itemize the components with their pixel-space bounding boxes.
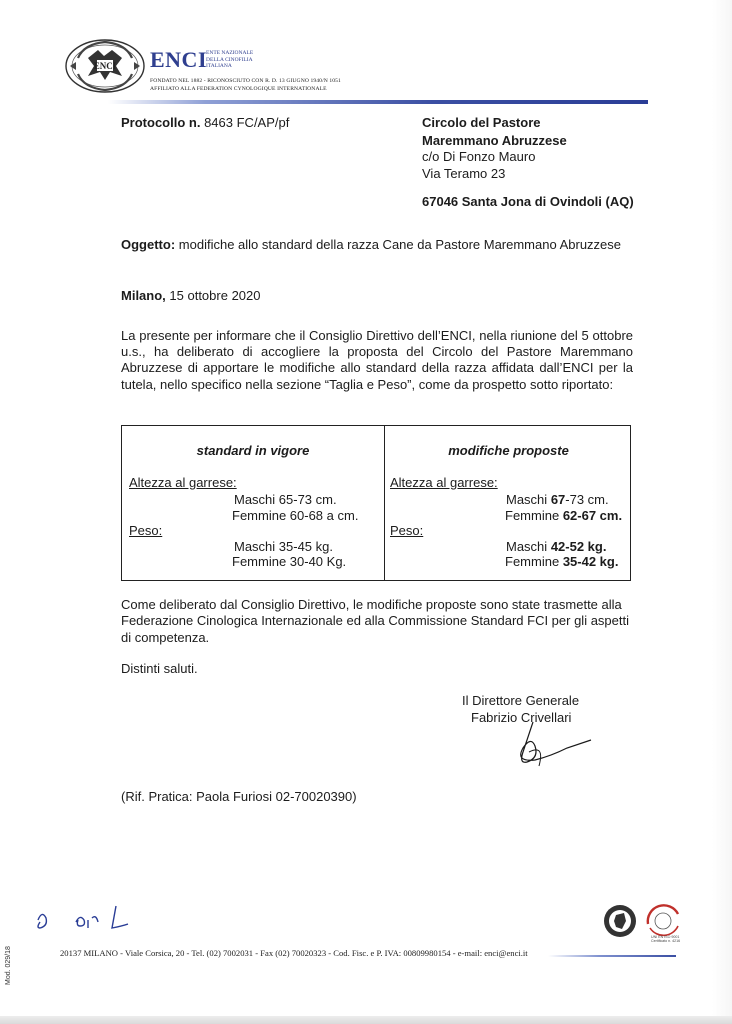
weight-label: Peso: — [129, 523, 163, 538]
column-heading: standard in vigore — [196, 443, 310, 458]
subject-label: Oggetto: — [121, 237, 176, 252]
females-weight-prefix: Femmine — [505, 554, 560, 569]
enci-seal-logo — [64, 36, 146, 96]
males-height-rest: -73 cm. — [565, 492, 609, 507]
recipient-line: Via Teramo 23 — [422, 166, 506, 181]
females-height — [505, 508, 622, 523]
males-weight — [506, 539, 606, 554]
males-weight: Maschi 35-45 kg. — [234, 539, 333, 554]
handwritten-initials — [32, 900, 132, 936]
svg-text:ENCI: ENCI — [93, 61, 117, 71]
males-weight-new: 42-52 kg. — [550, 539, 607, 554]
certification-text — [651, 935, 680, 944]
accredia-badge-icon — [602, 903, 638, 939]
males-weight-prefix: Maschi — [506, 539, 548, 554]
females-prefix: Femmine — [505, 508, 560, 523]
females-weight-new: 35-42 kg. — [562, 554, 619, 569]
females-height: Femmine 60-68 a cm. — [232, 508, 359, 523]
page-bottom-shadow — [0, 1016, 732, 1024]
recipient-city: 67046 Santa Jona di Ovindoli (AQ) — [422, 194, 634, 209]
letter-date — [121, 288, 260, 303]
height-label: Altezza al garrese: — [390, 475, 498, 490]
protocol-label: Protocollo n. — [121, 115, 201, 130]
proposed-changes-column — [386, 426, 631, 580]
brand-name: ENCI — [150, 47, 208, 72]
recipient-line: Circolo del Pastore — [422, 115, 541, 130]
affiliation-line: AFFILIATO ALLA FEDERATION CYNOLOGIQUE INTERNATIONALE — [150, 86, 327, 92]
males-height: Maschi 65-73 cm. — [234, 492, 337, 507]
males-height — [506, 492, 609, 507]
brand-subtitle-line: DELLA CINOFILIA — [206, 56, 253, 63]
females-height-new: 62-67 cm. — [562, 508, 623, 523]
height-label: Altezza al garrese: — [129, 475, 237, 490]
protocol-value: 8463 FC/AP/pf — [204, 115, 290, 130]
column-heading: modifiche proposte — [448, 443, 569, 458]
date-text: 15 ottobre 2020 — [169, 288, 261, 303]
weight-label: Peso: — [390, 523, 424, 538]
brand-subtitle-line: ENTE NAZIONALE — [206, 50, 254, 56]
page-edge-shadow — [712, 0, 732, 1024]
certification-badge-icon — [642, 900, 684, 940]
current-standard-column — [122, 426, 384, 580]
date-city: Milano, — [121, 288, 166, 303]
form-code: Mod. 029/18 — [5, 946, 12, 985]
closing-greeting: Distinti saluti. — [121, 661, 198, 676]
females-weight — [505, 554, 618, 569]
reference-note: (Rif. Pratica: Paola Furiosi 02-70020390) — [121, 789, 357, 804]
signatory-name: Fabrizio Crivellari — [471, 710, 572, 725]
subject-text: modifiche allo standard della razza Cane da Pastore Maremmano Abruzzese — [178, 237, 622, 252]
founded-line: FONDATO NEL 1882 - RICONOSCIUTO CON R. D. 13 GIUGNO 1940/N 1051 — [150, 78, 341, 84]
brand-subtitle-line: ITALIANA — [206, 63, 232, 69]
footer-divider — [548, 955, 676, 957]
conclusion-paragraph: Come deliberato dal Consiglio Direttivo, le modifiche proposte sono state trasmette alla Federazione Cinologica Internazionale ed alla Commissione Standard FCI per gli aspetti di competenza. — [121, 597, 629, 645]
recipient-line: c/o Di Fonzo Mauro — [422, 149, 536, 164]
header-divider — [108, 100, 648, 104]
females-weight: Femmine 30-40 Kg. — [232, 554, 347, 569]
standard-comparison-table — [121, 425, 631, 581]
protocol-number — [121, 115, 289, 130]
recipient-line: Maremmano Abruzzese — [422, 133, 567, 148]
males-height-new: 67 — [550, 492, 566, 507]
males-prefix: Maschi — [506, 492, 548, 507]
handwritten-signature — [505, 718, 595, 778]
brand-subtitle — [206, 50, 253, 70]
signatory-title: Il Direttore Generale — [462, 693, 580, 708]
certification-line: UNI EN ISO 9001 — [651, 935, 680, 939]
footer-address: 20137 MILANO - Viale Corsica, 20 - Tel. (02) 7002031 - Fax (02) 70020323 - Cod. Fisc. e P. IVA: 00809980154 - e-mail: enci@enci.it — [60, 948, 528, 958]
body-paragraph: La presente per informare che il Consiglio Direttivo dell’ENCI, nella riunione del 5 ottobre u.s., ha deliberato di accogliere la proposta del Circolo del Pastore Maremmano Abruzzese di apportare le modifiche allo standard della razza affidata dall’ENCI per la tutela, nello specifico nella sezione “Taglia e Peso”, come da prospetto sotto riportato: — [121, 328, 633, 392]
certification-line: Certificato n. 4216 — [651, 939, 681, 944]
subject-line — [121, 237, 621, 252]
founded-note — [150, 77, 341, 93]
